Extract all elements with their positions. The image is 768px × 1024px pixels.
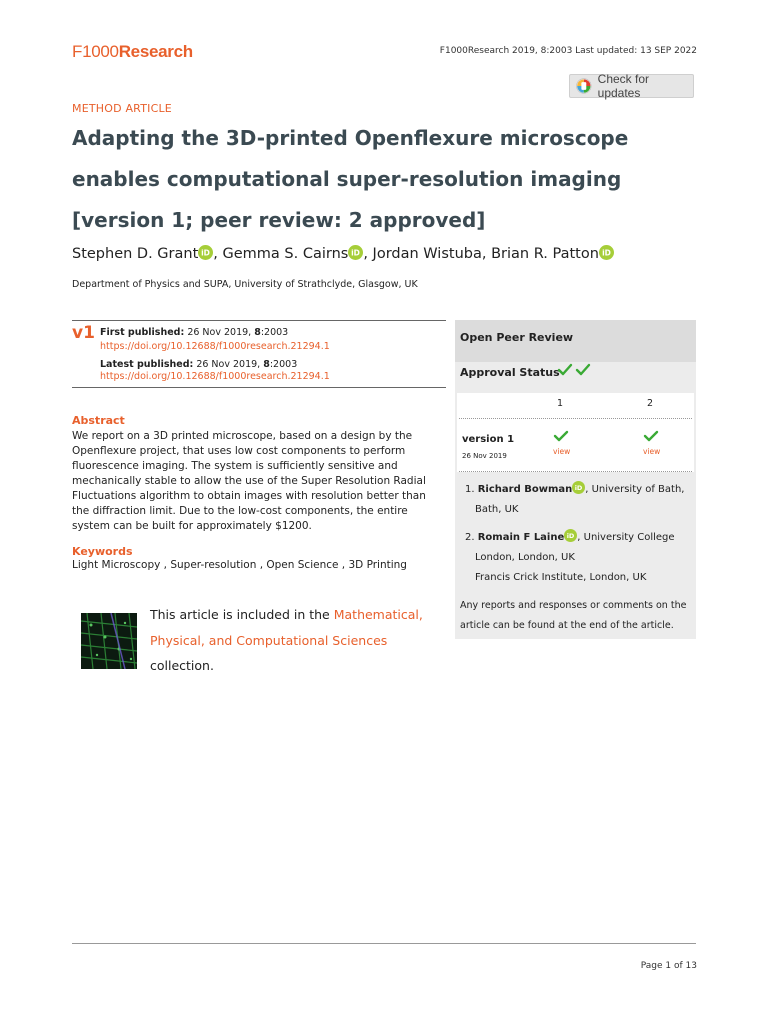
collection-thumbnail[interactable] bbox=[81, 613, 137, 669]
first-published-line bbox=[100, 327, 288, 338]
logo-brand: Research bbox=[118, 42, 193, 61]
approved-check-icon bbox=[553, 430, 569, 442]
collection-suffix: collection. bbox=[150, 658, 214, 673]
first-published-label: First published: bbox=[100, 327, 185, 338]
table-divider bbox=[459, 418, 692, 419]
view-report-link[interactable]: view bbox=[643, 447, 661, 456]
reviewer-name[interactable]: Richard Bowman bbox=[477, 484, 573, 495]
approval-status-label: Approval Status bbox=[460, 366, 560, 379]
footer-divider bbox=[72, 943, 696, 944]
f1000research-logo bbox=[72, 42, 193, 62]
orcid-icon[interactable] bbox=[564, 529, 577, 542]
keywords-text: Light Microscopy , Super-resolution , Open Science , 3D Printing bbox=[72, 559, 407, 571]
article-type: METHOD ARTICLE bbox=[72, 102, 172, 115]
reviewer-column-2: 2 bbox=[647, 398, 654, 409]
keywords-heading: Keywords bbox=[72, 545, 133, 558]
first-published-doi-link[interactable]: https://doi.org/10.12688/f1000research.21294.1 bbox=[100, 341, 330, 352]
author-name[interactable]: Stephen D. Grant bbox=[72, 246, 199, 262]
reviewer-name[interactable]: Romain F Laine bbox=[477, 532, 565, 543]
version-date: 26 Nov 2019 bbox=[462, 452, 507, 460]
latest-published-line bbox=[100, 359, 297, 370]
check-for-updates-button[interactable] bbox=[569, 74, 694, 98]
peer-review-note: Any reports and responses or comments on the article can be found at the end of the article. bbox=[460, 600, 687, 631]
reviewer-affiliation-line: London, London, UK bbox=[475, 552, 575, 563]
svg-text:iD: iD bbox=[351, 248, 361, 258]
affiliation: Department of Physics and SUPA, University of Strathclyde, Glasgow, UK bbox=[72, 279, 418, 290]
latest-published-date: 26 Nov 2019, bbox=[196, 359, 261, 370]
collection-text bbox=[150, 602, 450, 679]
abstract-heading: Abstract bbox=[72, 414, 125, 427]
reviewer-number: 1. bbox=[465, 484, 475, 495]
reviewer-affiliation: , University College bbox=[577, 532, 675, 543]
table-divider bbox=[459, 471, 692, 472]
latest-published-article: :2003 bbox=[269, 359, 298, 370]
orcid-icon[interactable] bbox=[198, 245, 213, 260]
abstract-text: We report on a 3D printed microscope, based on a design by the Openflexure project, that uses low cost components to perform fluorescence imaging. The system is sufficiently sensitive and mechanically stable to allow the use of the Super Resolution Radial Fluctuations algorithm to obtain images with resolution better than the diffraction limit. Due to the low-cost components, the entire system can be built for approximately $1200. bbox=[72, 430, 426, 532]
crossmark-icon bbox=[576, 78, 592, 94]
collection-link[interactable]: Mathematical, Physical, and Computational Sciences bbox=[150, 607, 423, 648]
reviewer-affiliation: , University of Bath, bbox=[585, 484, 685, 495]
first-published-article: :2003 bbox=[260, 327, 289, 338]
author-list: Stephen D. Grant iD , Gemma S. Cairns iD , Jordan Wistuba, Brian R. Patton iD bbox=[72, 245, 614, 262]
author-name[interactable]: Gemma S. Cairns bbox=[222, 246, 349, 262]
reviewer-affiliation-line: Francis Crick Institute, London, UK bbox=[475, 572, 647, 583]
logo-prefix: F1000 bbox=[72, 42, 119, 61]
svg-text:iD: iD bbox=[201, 248, 211, 258]
peer-review-title: Open Peer Review bbox=[460, 331, 574, 344]
reviewer-affiliation-line: Bath, UK bbox=[475, 504, 519, 515]
orcid-icon[interactable] bbox=[599, 245, 614, 260]
svg-text:iD: iD bbox=[574, 483, 583, 492]
reviewer-number: 2. bbox=[465, 532, 475, 543]
author-name[interactable]: Brian R. Patton bbox=[491, 246, 599, 262]
author-name[interactable]: Jordan Wistuba bbox=[372, 246, 482, 262]
orcid-icon[interactable] bbox=[572, 481, 585, 494]
approved-check-icon bbox=[643, 430, 659, 442]
reviewer-column-1: 1 bbox=[557, 398, 564, 409]
reviewer-entry bbox=[465, 528, 675, 548]
svg-text:iD: iD bbox=[566, 531, 575, 540]
first-published-date: 26 Nov 2019, bbox=[187, 327, 252, 338]
version-label: version 1 bbox=[462, 434, 515, 445]
first-published-volume: 8 bbox=[254, 327, 261, 338]
approval-ticks-icon bbox=[557, 362, 593, 378]
view-report-link[interactable]: view bbox=[553, 447, 571, 456]
article-title: Adapting the 3D-printed Openflexure microscope enables computational super-resolution imaging [version 1; peer review: 2 approved] bbox=[72, 126, 629, 232]
citation-line: F1000Research 2019, 8:2003 Last updated: 13 SEP 2022 bbox=[439, 46, 697, 56]
latest-published-volume: 8 bbox=[263, 359, 270, 370]
latest-published-doi-link[interactable]: https://doi.org/10.12688/f1000research.21294.1 bbox=[100, 371, 330, 382]
orcid-icon[interactable] bbox=[348, 245, 363, 260]
check-updates-label: Check for updates bbox=[597, 72, 650, 100]
svg-text:iD: iD bbox=[601, 248, 611, 258]
page-number: Page 1 of 13 bbox=[640, 961, 697, 971]
version-tag: v1 bbox=[72, 323, 95, 343]
collection-intro: This article is included in the bbox=[150, 607, 334, 622]
latest-published-label: Latest published: bbox=[100, 359, 194, 370]
reviewer-entry bbox=[465, 480, 684, 500]
